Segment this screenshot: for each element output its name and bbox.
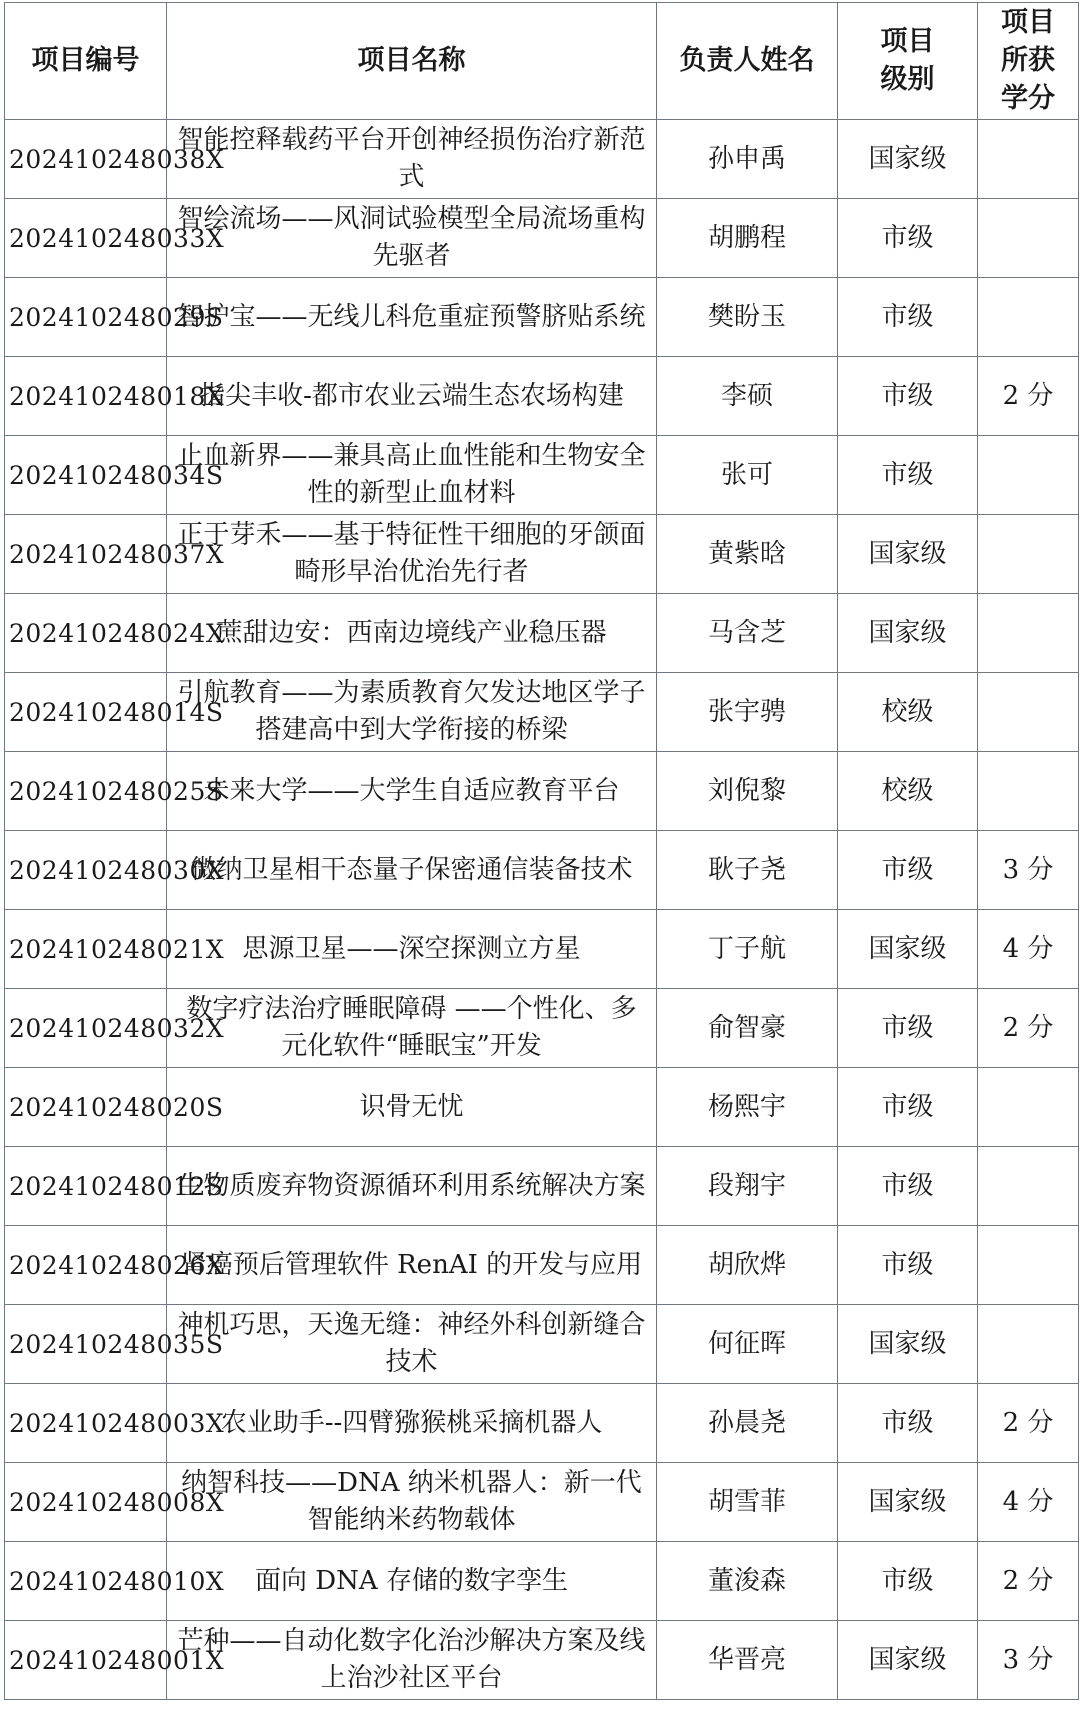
project-code-cell: 202410248020S [5, 1068, 167, 1147]
header-project-code: 项目编号 [5, 3, 167, 120]
project-code-cell: 202410248026X [5, 1226, 167, 1305]
header-leader-name: 负责人姓名 [657, 3, 838, 120]
leader-name-cell: 董浚森 [657, 1542, 838, 1621]
project-code-cell: 202410248033X [5, 199, 167, 278]
project-code-cell: 202410248029S [5, 278, 167, 357]
project-name-cell: 农业助手--四臂猕猴桃采摘机器人 [167, 1384, 657, 1463]
project-credit-cell [978, 673, 1079, 752]
leader-name-cell: 华晋亮 [657, 1621, 838, 1700]
project-code-cell: 202410248018X [5, 357, 167, 436]
table-row [5, 594, 1079, 673]
table-body [5, 120, 1079, 1700]
table-row [5, 673, 1079, 752]
project-name-cell: 指尖丰收-都市农业云端生态农场构建 [167, 357, 657, 436]
project-credit-cell [978, 594, 1079, 673]
project-level-cell: 校级 [838, 673, 978, 752]
project-name-cell: 面向 DNA 存储的数字孪生 [167, 1542, 657, 1621]
leader-name-cell: 俞智豪 [657, 989, 838, 1068]
project-level-cell: 市级 [838, 989, 978, 1068]
leader-name-cell: 张可 [657, 436, 838, 515]
table-row [5, 910, 1079, 989]
project-level-cell: 国家级 [838, 120, 978, 199]
table-row [5, 1384, 1079, 1463]
table-row [5, 989, 1079, 1068]
leader-name-cell: 黄紫晗 [657, 515, 838, 594]
table-row [5, 1621, 1079, 1700]
project-name-cell: 智能控释载药平台开创神经损伤治疗新范式 [167, 120, 657, 199]
table-row [5, 278, 1079, 357]
project-level-cell: 市级 [838, 1226, 978, 1305]
table-row [5, 1463, 1079, 1542]
project-level-cell: 市级 [838, 1384, 978, 1463]
table-row [5, 436, 1079, 515]
project-name-cell: 神机巧思，天逸无缝：神经外科创新缝合技术 [167, 1305, 657, 1384]
project-level-cell: 国家级 [838, 1463, 978, 1542]
project-code-cell: 202410248008X [5, 1463, 167, 1542]
table-row [5, 199, 1079, 278]
project-level-cell: 市级 [838, 831, 978, 910]
project-name-cell: 微纳卫星相干态量子保密通信装备技术 [167, 831, 657, 910]
project-code-cell: 202410248030X [5, 831, 167, 910]
project-name-cell: 纳智科技——DNA 纳米机器人：新一代智能纳米药物载体 [167, 1463, 657, 1542]
leader-name-cell: 张宇骋 [657, 673, 838, 752]
table-row [5, 1226, 1079, 1305]
leader-name-cell: 杨熙宇 [657, 1068, 838, 1147]
project-level-cell: 校级 [838, 752, 978, 831]
project-credit-cell [978, 1068, 1079, 1147]
project-credit-cell [978, 1305, 1079, 1384]
project-level-cell: 市级 [838, 199, 978, 278]
table-row [5, 515, 1079, 594]
project-credit-cell [978, 436, 1079, 515]
header-project-credit: 项目所获学分 [978, 3, 1079, 120]
project-code-cell: 202410248032X [5, 989, 167, 1068]
project-level-cell: 市级 [838, 436, 978, 515]
project-name-cell: 未来大学——大学生自适应教育平台 [167, 752, 657, 831]
project-name-cell: 数字疗法治疗睡眠障碍 ——个性化、多元化软件“睡眠宝”开发 [167, 989, 657, 1068]
leader-name-cell: 胡雪菲 [657, 1463, 838, 1542]
leader-name-cell: 何征晖 [657, 1305, 838, 1384]
project-credit-cell: 3 分 [978, 831, 1079, 910]
leader-name-cell: 刘倪黎 [657, 752, 838, 831]
project-credit-cell [978, 120, 1079, 199]
project-code-cell: 202410248034S [5, 436, 167, 515]
project-credit-cell: 2 分 [978, 1542, 1079, 1621]
leader-name-cell: 孙晨尧 [657, 1384, 838, 1463]
project-level-cell: 市级 [838, 1542, 978, 1621]
project-code-cell: 202410248035S [5, 1305, 167, 1384]
leader-name-cell: 樊盼玉 [657, 278, 838, 357]
project-code-cell: 202410248014S [5, 673, 167, 752]
project-code-cell: 202410248038X [5, 120, 167, 199]
table-header-row [5, 3, 1079, 120]
leader-name-cell: 孙申禹 [657, 120, 838, 199]
project-level-cell: 市级 [838, 1068, 978, 1147]
project-credit-cell: 4 分 [978, 910, 1079, 989]
project-level-cell: 市级 [838, 278, 978, 357]
leader-name-cell: 丁子航 [657, 910, 838, 989]
leader-name-cell: 胡鹏程 [657, 199, 838, 278]
project-code-cell: 202410248037X [5, 515, 167, 594]
table-row [5, 831, 1079, 910]
table-row [5, 1542, 1079, 1621]
project-credit-cell: 4 分 [978, 1463, 1079, 1542]
leader-name-cell: 胡欣烨 [657, 1226, 838, 1305]
project-code-cell: 202410248010X [5, 1542, 167, 1621]
leader-name-cell: 李硕 [657, 357, 838, 436]
project-name-cell: 止血新界——兼具高止血性能和生物安全性的新型止血材料 [167, 436, 657, 515]
project-code-cell: 202410248025S [5, 752, 167, 831]
project-credit-cell: 2 分 [978, 1384, 1079, 1463]
project-code-cell: 202410248024X [5, 594, 167, 673]
leader-name-cell: 耿子尧 [657, 831, 838, 910]
project-name-cell: 识骨无忧 [167, 1068, 657, 1147]
project-level-cell: 国家级 [838, 1621, 978, 1700]
project-name-cell: 引航教育——为素质教育欠发达地区学子搭建高中到大学衔接的桥梁 [167, 673, 657, 752]
project-level-cell: 国家级 [838, 1305, 978, 1384]
table-row [5, 120, 1079, 199]
project-credit-cell: 3 分 [978, 1621, 1079, 1700]
project-name-cell: 智绘流场——风洞试验模型全局流场重构先驱者 [167, 199, 657, 278]
project-code-cell: 202410248012S [5, 1147, 167, 1226]
project-name-cell: 智护宝——无线儿科危重症预警脐贴系统 [167, 278, 657, 357]
table-row [5, 1305, 1079, 1384]
project-name-cell: 正于芽禾——基于特征性干细胞的牙颌面畸形早治优治先行者 [167, 515, 657, 594]
table-row [5, 1068, 1079, 1147]
project-credit-cell [978, 1226, 1079, 1305]
project-credit-cell: 2 分 [978, 357, 1079, 436]
project-name-cell: 思源卫星——深空探测立方星 [167, 910, 657, 989]
table-row [5, 1147, 1079, 1226]
project-level-cell: 国家级 [838, 594, 978, 673]
header-project-level: 项目级别 [838, 3, 978, 120]
project-name-cell: 芒种——自动化数字化治沙解决方案及线上治沙社区平台 [167, 1621, 657, 1700]
project-credit-cell [978, 199, 1079, 278]
project-credit-cell [978, 278, 1079, 357]
table-row [5, 357, 1079, 436]
project-level-cell: 市级 [838, 357, 978, 436]
project-level-cell: 市级 [838, 1147, 978, 1226]
project-name-cell: 生物质废弃物资源循环利用系统解决方案 [167, 1147, 657, 1226]
project-credit-cell [978, 515, 1079, 594]
leader-name-cell: 马含芝 [657, 594, 838, 673]
project-credit-cell: 2 分 [978, 989, 1079, 1068]
project-code-cell: 202410248003X [5, 1384, 167, 1463]
header-project-name: 项目名称 [167, 3, 657, 120]
project-code-cell: 202410248001X [5, 1621, 167, 1700]
project-name-cell: 蔗甜边安：西南边境线产业稳压器 [167, 594, 657, 673]
project-name-cell: 肾癌预后管理软件 RenAI 的开发与应用 [167, 1226, 657, 1305]
table-row [5, 752, 1079, 831]
project-credit-cell [978, 1147, 1079, 1226]
project-table [4, 2, 1079, 1700]
leader-name-cell: 段翔宇 [657, 1147, 838, 1226]
project-code-cell: 202410248021X [5, 910, 167, 989]
project-credit-cell [978, 752, 1079, 831]
project-level-cell: 国家级 [838, 515, 978, 594]
project-level-cell: 国家级 [838, 910, 978, 989]
